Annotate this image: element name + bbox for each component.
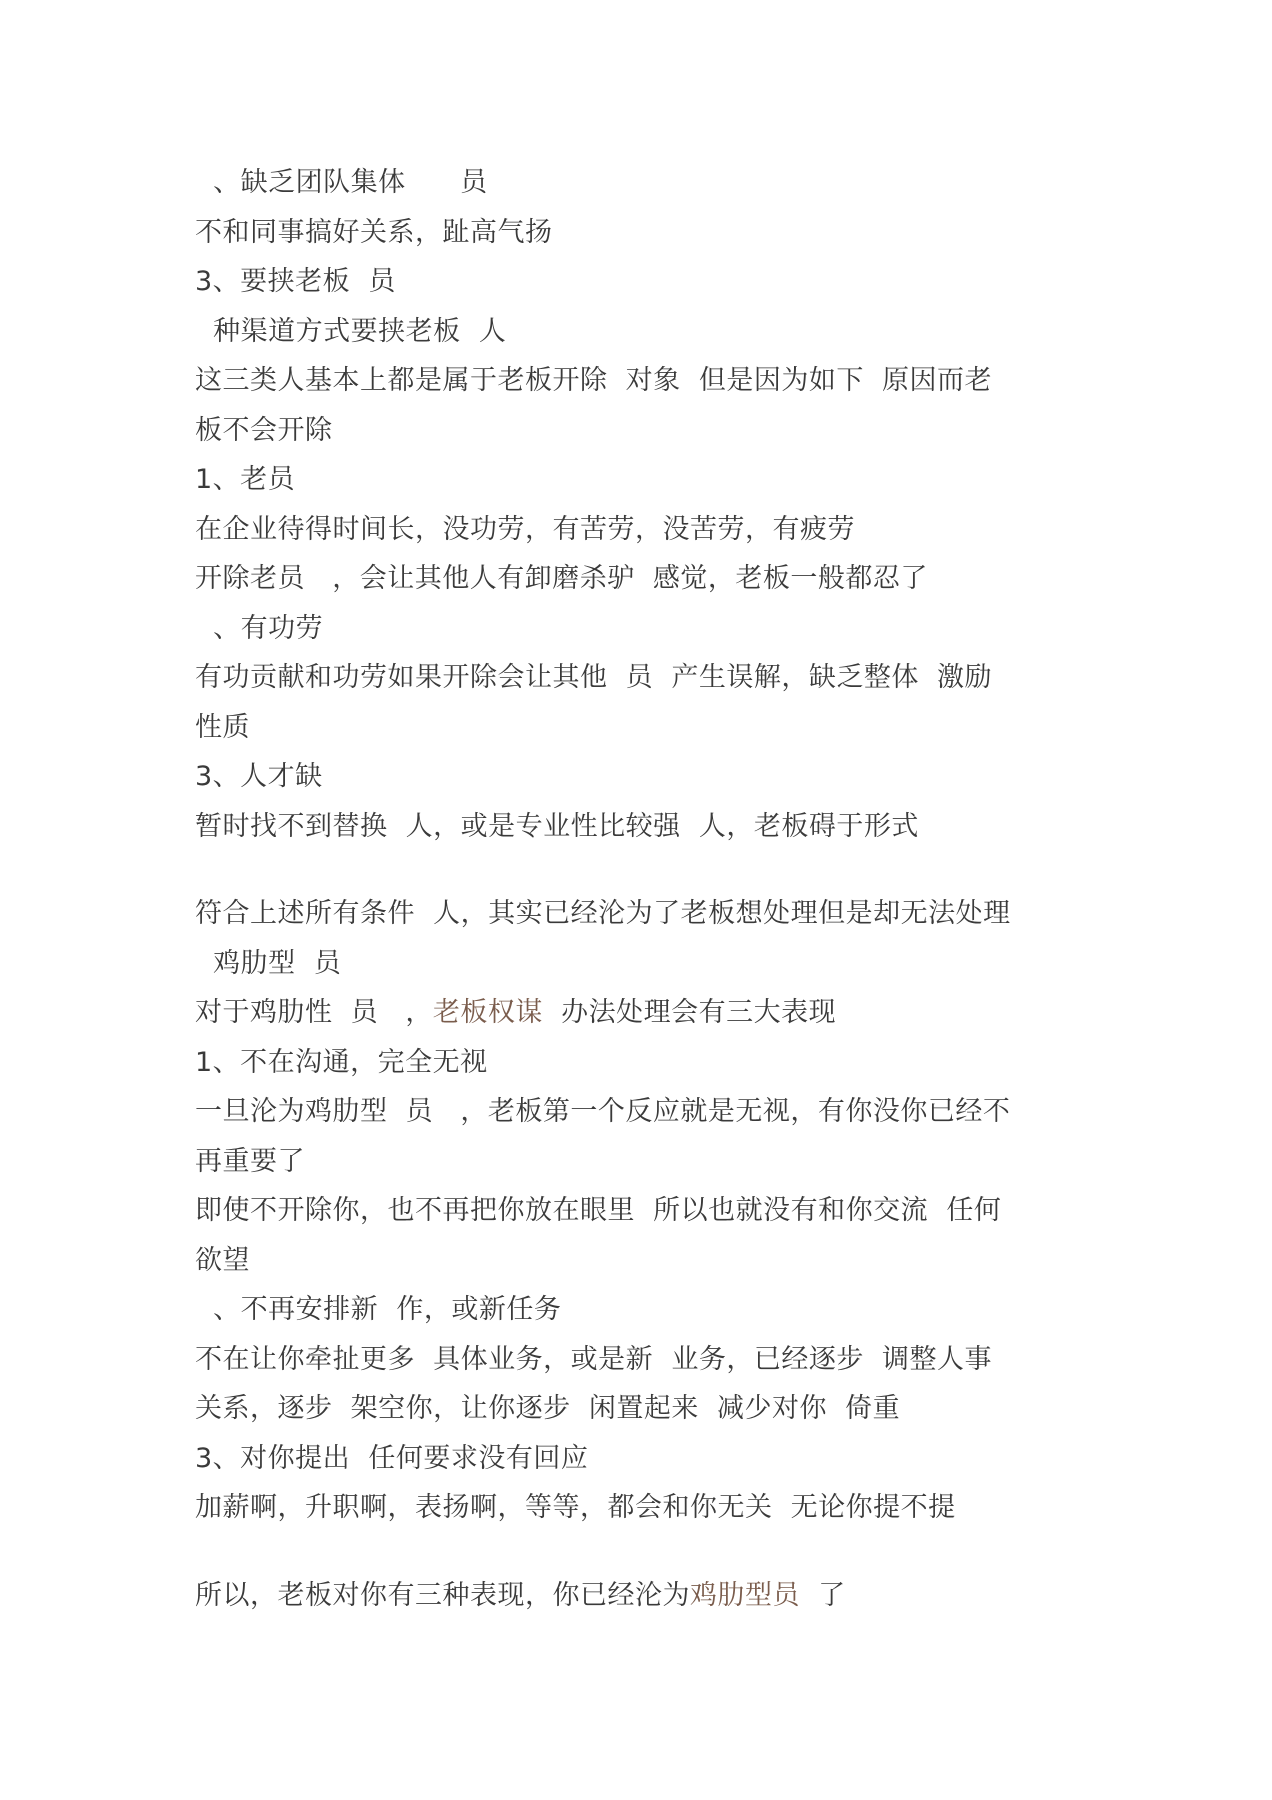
text-line: 符合上述所有条件 人，其实已经沦为了老板想处理但是却无法处理 (195, 898, 1011, 929)
text-segment: 对于鸡肋性 员 ， (195, 997, 433, 1028)
text-line: 开除老员 ，会让其他人有卸磨杀驴 感觉，老板一般都忍了 (195, 563, 928, 594)
text-line: 种渠道方式要挟老板 人 (195, 315, 507, 347)
text-line: 、不再安排新 作，或新任务 (195, 1294, 562, 1325)
text-line: 3、人才缺 (195, 761, 323, 792)
text-line: 、缺乏团队集体 员 (195, 167, 488, 198)
text-line: 板不会开除 (195, 414, 333, 446)
text-line: 、有功劳 (195, 612, 324, 644)
text-segment: 所以，老板对你有三种表现，你已经沦为 (195, 1579, 690, 1611)
link-chicken-rib-employee[interactable]: 鸡肋型员 (690, 1579, 800, 1611)
link-boss-strategy[interactable]: 老板权谋 (432, 997, 543, 1028)
document-body (195, 158, 1075, 1620)
text-line: 不在让你牵扯更多 具体业务，或是新 业务，已经逐步 调整人事 (195, 1343, 992, 1375)
text-line: 再重要了 (195, 1145, 305, 1177)
paragraph-gap (195, 851, 1075, 889)
text-line: 3、对你提出 任何要求没有回应 (195, 1442, 589, 1474)
text-line: 暂时找不到替换 人，或是专业性比较强 人，老板碍于形式 (195, 810, 919, 842)
text-line: 3、要挟老板 员 (195, 266, 396, 297)
text-segment: 办法处理会有三大表现 (542, 997, 837, 1028)
text-line: 鸡肋型 员 (195, 947, 342, 979)
text-line-with-link (195, 1571, 1075, 1621)
text-line: 不和同事搞好关系，趾高气扬 (195, 216, 553, 248)
text-line: 性质 (195, 711, 250, 743)
text-line: 1、老员 (195, 464, 296, 495)
text-line: 有功贡献和功劳如果开除会让其他 员 产生误解，缺乏整体 激励 (195, 662, 992, 693)
text-line: 欲望 (195, 1244, 250, 1276)
text-line: 关系，逐步 架空你，让你逐步 闲置起来 减少对你 倚重 (195, 1393, 901, 1424)
text-line: 即使不开除你，也不再把你放在眼里 所以也就没有和你交流 任何 (195, 1195, 1002, 1226)
text-line: 1、不在沟通，完全无视 (195, 1046, 488, 1078)
paragraph-gap (195, 1533, 1075, 1571)
text-line: 一旦沦为鸡肋型 员 ，老板第一个反应就是无视，有你没你已经不 (195, 1096, 1011, 1127)
text-segment: 了 (800, 1579, 846, 1611)
text-line: 加薪啊，升职啊，表扬啊，等等，都会和你无关 无论你提不提 (195, 1492, 956, 1523)
text-line-with-link (195, 988, 1075, 1038)
text-line: 在企业待得时间长，没功劳，有苦劳，没苦劳，有疲劳 (195, 513, 855, 545)
text-line: 这三类人基本上都是属于老板开除 对象 但是因为如下 原因而老 (195, 365, 992, 396)
